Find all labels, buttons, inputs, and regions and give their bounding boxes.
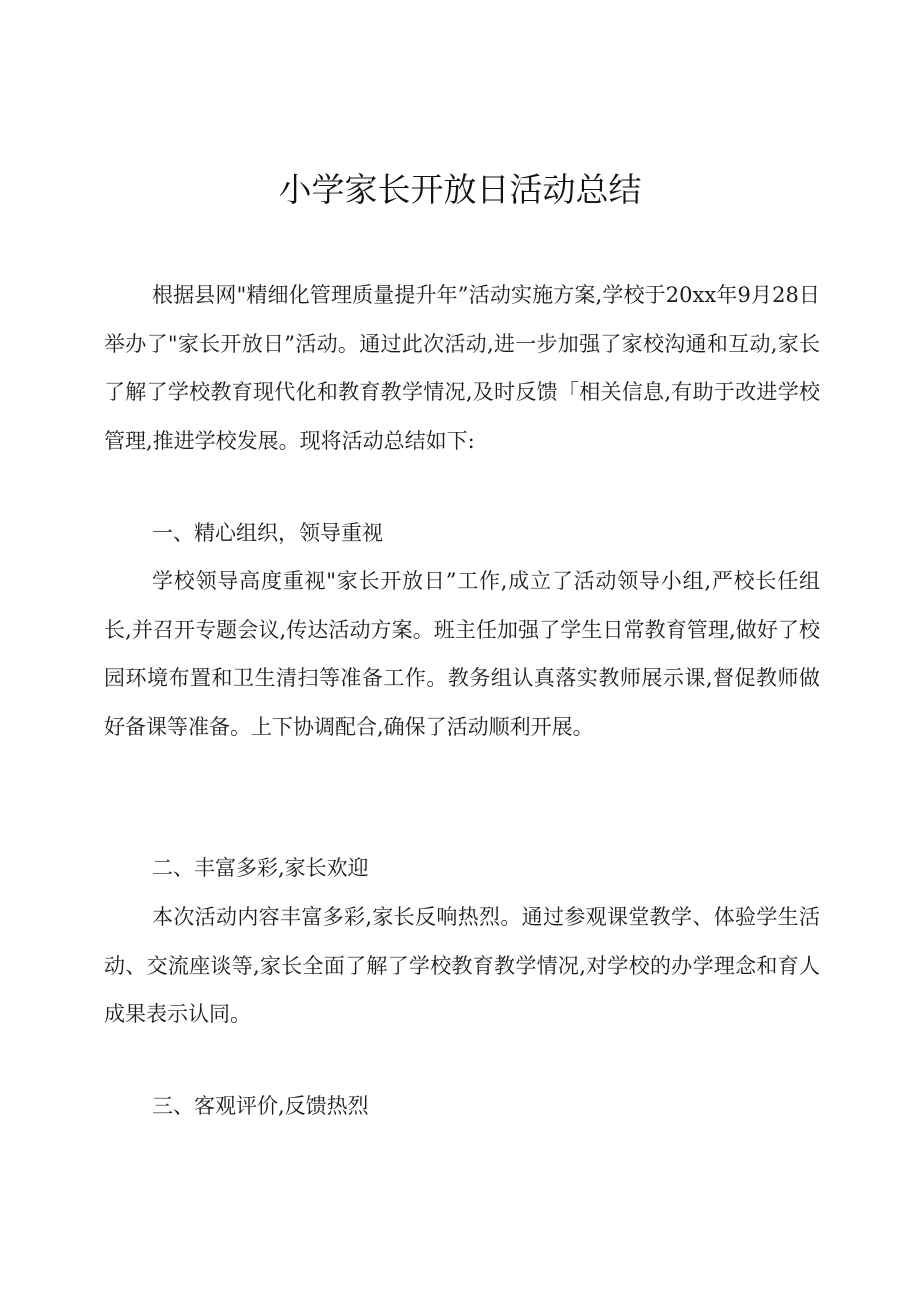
section-paragraph-1: 学校领导高度重视"家长开放日”工作,成立了活动领导小组,严校长任组长,并召开专题会议,传达活动方案。班主任加强了学生日常教育管理,做好了校园环境布置和卫生清扫等准备工作。教务组认真落实教师展示课,督促教师做好备课等准备。上下协调配合,确保了活动顺利开展。 (104, 569, 820, 739)
section-heading-1: 一、精心组织，领导重视 (152, 521, 383, 545)
intro-paragraph: 根据县网"精细化管理质量提升年”活动实施方案,学校于20xx年9月28日举办了"家长开放日”活动。通过此次活动,进一步加强了家校沟通和互动,家长了解了学校教育现代化和教育教学情况,及时反馈「相关信息,有助于改进学校管理,推进学校发展。现将活动总结如下: (104, 283, 820, 453)
document-title: 小学家长开放日活动总结 (278, 170, 642, 209)
section-paragraph-2: 本次活动内容丰富多彩,家长反响热烈。通过参观课堂教学、体验学生活动、交流座谈等,家长全面了解了学校教育教学情况,对学校的办学理念和育人成果表示认同。 (104, 905, 820, 1026)
section-heading-2: 二、丰富多彩,家长欢迎 (152, 856, 369, 880)
section-heading-3: 三、客观评价,反馈热烈 (152, 1094, 369, 1118)
